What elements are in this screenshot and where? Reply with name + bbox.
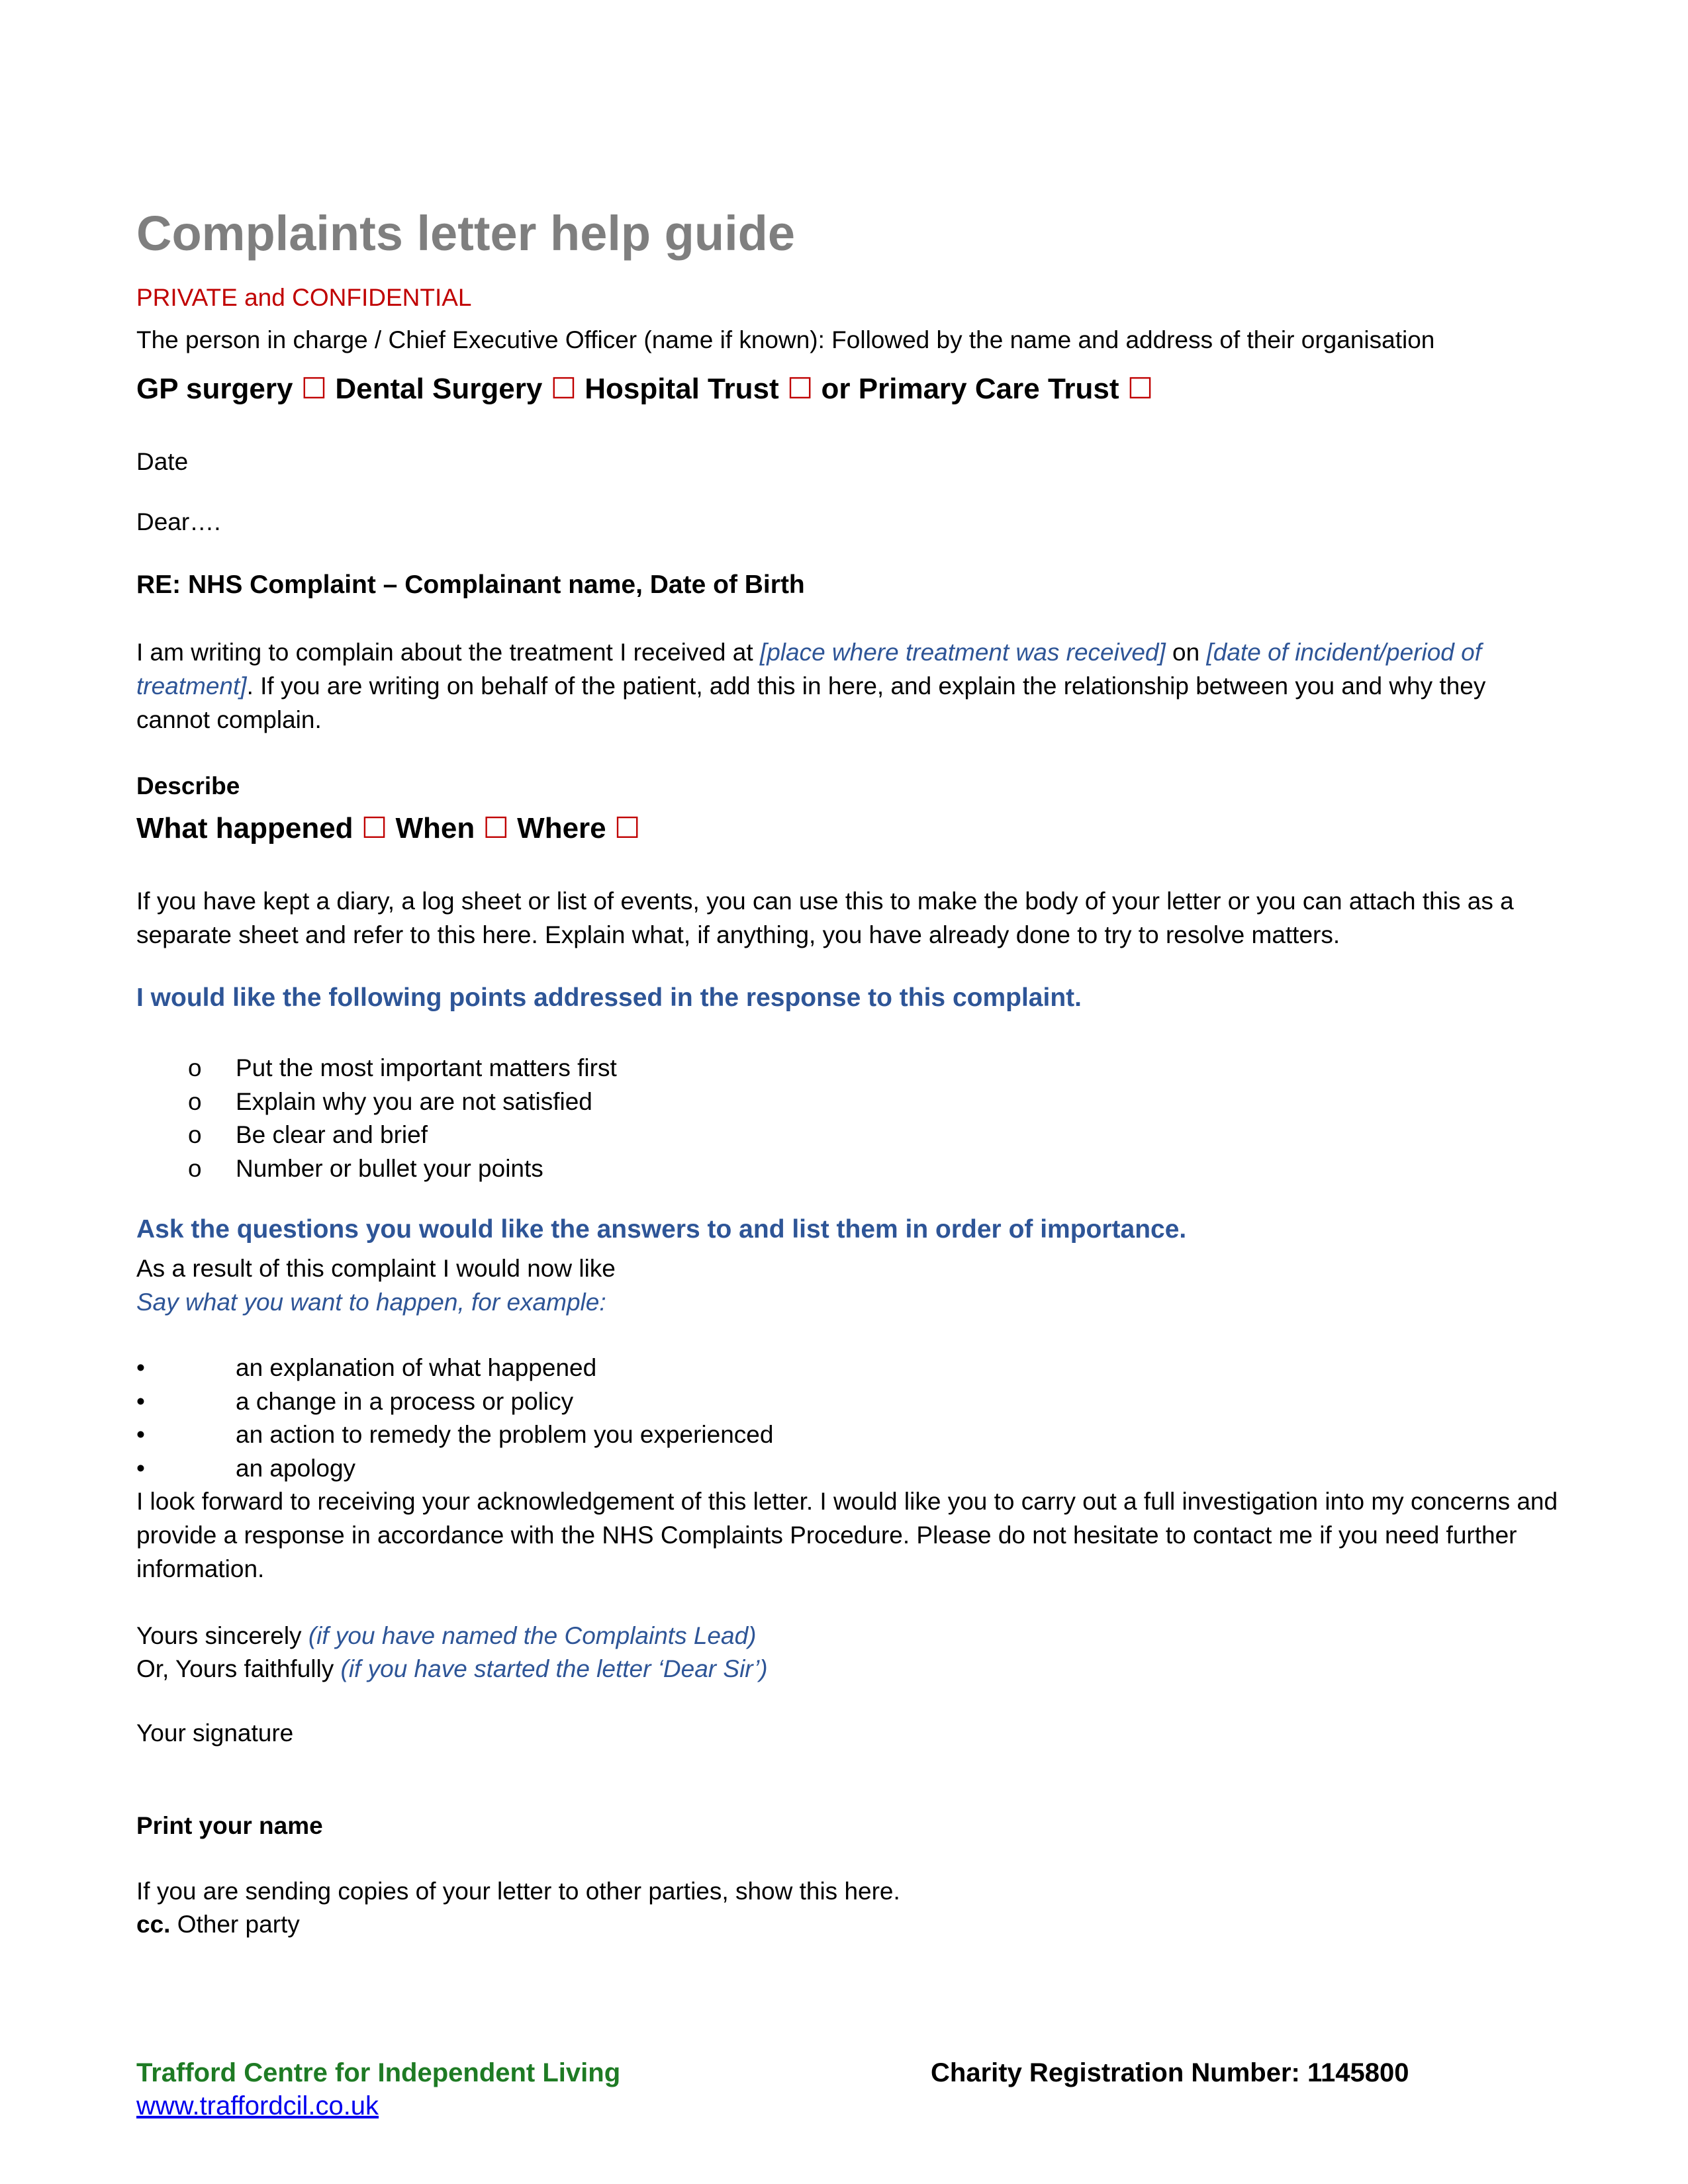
- checkbox-icon[interactable]: ☐: [614, 812, 641, 844]
- list-item-text: an action to remedy the problem you experienced: [236, 1421, 774, 1448]
- say-line: Say what you want to happen, for example:: [136, 1289, 606, 1316]
- footer-organisation: Trafford Centre for Independent Living: [136, 2058, 621, 2087]
- date-label: Date: [136, 448, 189, 475]
- org-option-pct: or Primary Care Trust ☐: [821, 373, 1154, 405]
- cc-line: [136, 1907, 300, 1941]
- intro-on: on: [1165, 639, 1207, 666]
- describe-option-when: When ☐: [395, 812, 509, 844]
- bullet-icon: •: [136, 1455, 145, 1482]
- date-placeholder: [date of incident/period of treatment]: [136, 639, 1482, 700]
- describe-option-what: What happened ☐: [136, 812, 388, 844]
- dear-label: Dear….: [136, 508, 221, 535]
- re-line: RE: NHS Complaint – Complainant name, Date of Birth: [136, 570, 805, 599]
- checkbox-icon[interactable]: ☐: [550, 373, 577, 405]
- checkbox-icon[interactable]: ☐: [786, 373, 814, 405]
- points-heading: I would like the following points addressed in the response to this complaint.: [136, 983, 1082, 1012]
- bullet-icon: •: [136, 1354, 145, 1381]
- footer-website-link[interactable]: www.traffordcil.co.uk: [136, 2091, 379, 2120]
- cc-label: cc.: [136, 1911, 171, 1938]
- place-placeholder: [place where treatment was received]: [759, 639, 1166, 666]
- intro-text: I am writing to complain about the treatment I received at: [136, 639, 760, 666]
- checkbox-icon[interactable]: ☐: [361, 812, 388, 844]
- list-item-text: a change in a process or policy: [236, 1388, 574, 1415]
- circle-bullet-icon: o: [188, 1121, 202, 1148]
- circle-bullet-icon: o: [188, 1088, 202, 1115]
- describe-options: [136, 811, 640, 845]
- describe-label: Describe: [136, 772, 240, 799]
- faithfully-line: [136, 1652, 768, 1686]
- list-item-text: Explain why you are not satisfied: [236, 1088, 592, 1115]
- intro-text-2: . If you are writing on behalf of the patient, add this in here, and explain the relationship between you and why they cannot complain.: [136, 672, 1486, 733]
- list-item-text: an apology: [236, 1455, 356, 1482]
- faithfully-text: Or, Yours faithfully: [136, 1655, 341, 1682]
- questions-heading: Ask the questions you would like the answers to and list them in order of importance.: [136, 1215, 1187, 1244]
- describe-option-where: Where ☐: [517, 812, 641, 844]
- cc-text: Other party: [170, 1911, 300, 1938]
- intro-paragraph: [136, 635, 1560, 737]
- sincerely-text: Yours sincerely: [136, 1622, 308, 1649]
- copies-line: If you are sending copies of your letter to other parties, show this here.: [136, 1878, 900, 1905]
- diary-paragraph: If you have kept a diary, a log sheet or list of events, you can use this to make the body of your letter or you can attach this as a separate sheet and refer to this here. Explain what, if anything, you have already done to try to resolve matters.: [136, 887, 1514, 948]
- circle-bullet-icon: o: [188, 1054, 202, 1081]
- org-option-hospital: Hospital Trust ☐: [585, 373, 814, 405]
- sincerely-line: [136, 1619, 757, 1653]
- recipient-line: The person in charge / Chief Executive Officer (name if known): Followed by the name and address of their organisation: [136, 326, 1435, 353]
- bullet-icon: •: [136, 1421, 145, 1448]
- list-item-text: Put the most important matters first: [236, 1054, 617, 1081]
- signature-label: Your signature: [136, 1719, 294, 1747]
- footer-charity-number: Charity Registration Number: 1145800: [931, 2058, 1409, 2087]
- bullet-icon: •: [136, 1388, 145, 1415]
- organisation-options: [136, 372, 1153, 406]
- document-title: Complaints letter help guide: [136, 206, 795, 261]
- sincerely-note: (if you have named the Complaints Lead): [308, 1622, 757, 1649]
- checkbox-icon[interactable]: ☐: [1127, 373, 1154, 405]
- faithfully-note: (if you have started the letter ‘Dear Sir’): [340, 1655, 768, 1682]
- circle-bullet-icon: o: [188, 1155, 202, 1182]
- closing-paragraph: I look forward to receiving your acknowledgement of this letter. I would like you to carry out a full investigation into my concerns and provide a response in accordance with the NHS Complaints Procedure. Please do not hesitate to contact me if you need further information.: [136, 1488, 1558, 1582]
- org-option-dental: Dental Surgery ☐: [335, 373, 577, 405]
- print-name-label: Print your name: [136, 1812, 323, 1839]
- private-label: PRIVATE and CONFIDENTIAL: [136, 284, 472, 311]
- checkbox-icon[interactable]: ☐: [483, 812, 509, 844]
- org-option-gp: GP surgery ☐: [136, 373, 328, 405]
- list-item-text: an explanation of what happened: [236, 1354, 597, 1381]
- list-item-text: Be clear and brief: [236, 1121, 428, 1148]
- checkbox-icon[interactable]: ☐: [301, 373, 328, 405]
- result-line: As a result of this complaint I would now like: [136, 1255, 616, 1282]
- list-item-text: Number or bullet your points: [236, 1155, 543, 1182]
